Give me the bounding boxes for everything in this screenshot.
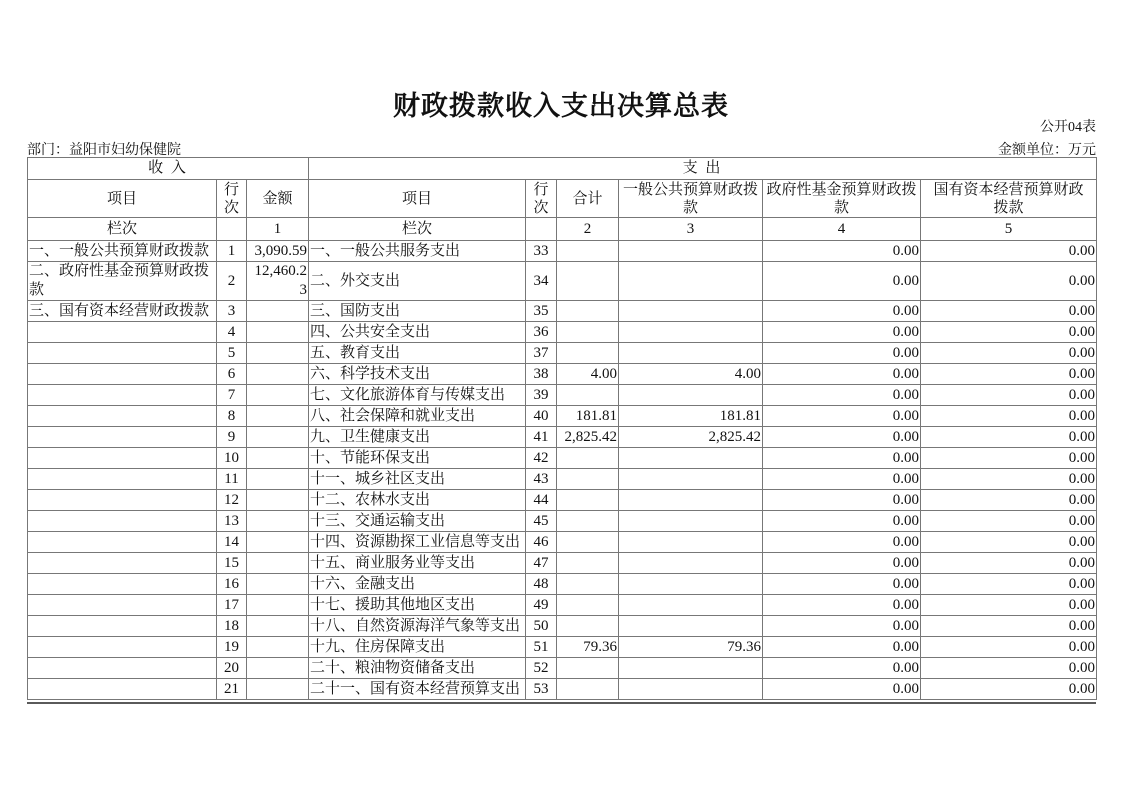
gov-fund-cell: 0.00	[763, 406, 921, 427]
table-body	[28, 241, 1097, 700]
state-capital-cell: 0.00	[921, 511, 1097, 532]
income-line-no-cell: 16	[217, 574, 247, 595]
gov-fund-cell: 0.00	[763, 385, 921, 406]
expense-line-no-cell: 33	[526, 241, 557, 262]
column-header-row	[28, 180, 1097, 218]
expense-lanci-blank	[526, 218, 557, 241]
income-amount-cell	[247, 553, 309, 574]
table-row	[28, 448, 1097, 469]
expense-line-no-cell: 40	[526, 406, 557, 427]
general-budget-cell	[619, 469, 763, 490]
income-amount-cell	[247, 595, 309, 616]
general-budget-cell	[619, 301, 763, 322]
general-budget-cell	[619, 595, 763, 616]
state-capital-cell: 0.00	[921, 241, 1097, 262]
total-cell	[557, 385, 619, 406]
gov-fund-cell: 0.00	[763, 658, 921, 679]
expense-line-no-cell: 42	[526, 448, 557, 469]
total-cell	[557, 322, 619, 343]
income-item-cell	[28, 679, 217, 700]
expense-line-no-cell: 34	[526, 262, 557, 301]
income-item-cell	[28, 469, 217, 490]
gov-fund-cell: 0.00	[763, 364, 921, 385]
state-capital-cell: 0.00	[921, 406, 1097, 427]
state-capital-cell: 0.00	[921, 553, 1097, 574]
income-line-no-cell: 12	[217, 490, 247, 511]
gov-fund-cell: 0.00	[763, 322, 921, 343]
general-index: 3	[619, 218, 763, 241]
expense-item-cell: 十六、金融支出	[309, 574, 526, 595]
income-amount-cell	[247, 658, 309, 679]
income-item-cell	[28, 490, 217, 511]
state-capital-cell: 0.00	[921, 637, 1097, 658]
table-code-label: 公开04表	[1040, 120, 1096, 135]
table-row	[28, 241, 1097, 262]
income-item-cell	[28, 385, 217, 406]
expense-line-no-cell: 35	[526, 301, 557, 322]
income-line-no-cell: 21	[217, 679, 247, 700]
gov-fund-cell: 0.00	[763, 301, 921, 322]
income-item-cell	[28, 637, 217, 658]
income-item-cell	[28, 595, 217, 616]
income-amount-cell	[247, 469, 309, 490]
table-row	[28, 616, 1097, 637]
expense-line-no-cell: 49	[526, 595, 557, 616]
income-line-no-cell: 18	[217, 616, 247, 637]
income-amount-cell	[247, 427, 309, 448]
income-lanci-label: 栏次	[28, 218, 217, 241]
income-item-cell	[28, 364, 217, 385]
total-cell	[557, 301, 619, 322]
gov-fund-cell: 0.00	[763, 511, 921, 532]
capital-index: 5	[921, 218, 1097, 241]
income-item-cell	[28, 322, 217, 343]
income-line-no-cell: 3	[217, 301, 247, 322]
table-row	[28, 574, 1097, 595]
expense-item-cell: 十一、城乡社区支出	[309, 469, 526, 490]
expense-line-no-cell: 39	[526, 385, 557, 406]
income-line-no-cell: 14	[217, 532, 247, 553]
expense-item-cell: 十三、交通运输支出	[309, 511, 526, 532]
income-line-no-cell: 6	[217, 364, 247, 385]
expense-item-cell: 十二、农林水支出	[309, 490, 526, 511]
state-capital-cell: 0.00	[921, 427, 1097, 448]
income-item-cell	[28, 427, 217, 448]
general-budget-cell: 79.36	[619, 637, 763, 658]
income-item-cell: 一、一般公共预算财政拨款	[28, 241, 217, 262]
expense-item-cell: 七、文化旅游体育与传媒支出	[309, 385, 526, 406]
expense-item-header: 项目	[309, 180, 526, 218]
income-line-no-cell: 19	[217, 637, 247, 658]
income-lanci-blank	[217, 218, 247, 241]
income-amount-cell: 3,090.59	[247, 241, 309, 262]
gov-fund-cell: 0.00	[763, 427, 921, 448]
expense-line-no-cell: 50	[526, 616, 557, 637]
income-item-cell	[28, 406, 217, 427]
income-line-no-cell: 7	[217, 385, 247, 406]
income-amount-cell	[247, 616, 309, 637]
table-row	[28, 490, 1097, 511]
general-budget-cell	[619, 679, 763, 700]
section-header-row	[28, 158, 1097, 180]
income-amount-cell	[247, 637, 309, 658]
income-item-cell	[28, 511, 217, 532]
general-budget-cell	[619, 322, 763, 343]
gov-fund-cell: 0.00	[763, 448, 921, 469]
gov-fund-cell: 0.00	[763, 532, 921, 553]
general-budget-cell	[619, 343, 763, 364]
gov-fund-cell: 0.00	[763, 637, 921, 658]
expense-line-no-cell: 43	[526, 469, 557, 490]
income-amount-cell	[247, 490, 309, 511]
state-capital-cell: 0.00	[921, 616, 1097, 637]
state-capital-cell: 0.00	[921, 469, 1097, 490]
amount-unit-label: 金额单位：万元	[998, 143, 1096, 158]
expense-item-cell: 八、社会保障和就业支出	[309, 406, 526, 427]
expense-line-no-cell: 47	[526, 553, 557, 574]
table-row	[28, 385, 1097, 406]
table-row	[28, 511, 1097, 532]
income-item-cell	[28, 343, 217, 364]
gov-fund-cell: 0.00	[763, 679, 921, 700]
state-capital-cell: 0.00	[921, 490, 1097, 511]
total-cell	[557, 343, 619, 364]
table-row	[28, 637, 1097, 658]
income-line-no-cell: 17	[217, 595, 247, 616]
state-capital-cell: 0.00	[921, 322, 1097, 343]
expense-line-no-cell: 41	[526, 427, 557, 448]
state-capital-cell: 0.00	[921, 595, 1097, 616]
general-budget-cell: 181.81	[619, 406, 763, 427]
total-cell	[557, 262, 619, 301]
expense-item-cell: 二十一、国有资本经营预算支出	[309, 679, 526, 700]
table-row	[28, 406, 1097, 427]
table-row	[28, 679, 1097, 700]
gov-fund-cell: 0.00	[763, 490, 921, 511]
budget-table-wrapper	[27, 157, 1096, 704]
gov-fund-cell: 0.00	[763, 262, 921, 301]
total-cell	[557, 679, 619, 700]
general-budget-cell	[619, 511, 763, 532]
income-amount-cell	[247, 343, 309, 364]
expense-section-header: 支 出	[309, 158, 1097, 180]
state-capital-header: 国有资本经营预算财政拨款	[921, 180, 1097, 218]
total-cell	[557, 448, 619, 469]
income-item-cell	[28, 532, 217, 553]
income-line-no-cell: 10	[217, 448, 247, 469]
income-line-no-cell: 15	[217, 553, 247, 574]
gov-fund-cell: 0.00	[763, 595, 921, 616]
table-row	[28, 595, 1097, 616]
expense-line-no-cell: 44	[526, 490, 557, 511]
income-line-no-cell: 1	[217, 241, 247, 262]
fiscal-summary-table	[27, 157, 1097, 700]
expense-item-cell: 四、公共安全支出	[309, 322, 526, 343]
total-cell	[557, 616, 619, 637]
total-cell: 181.81	[557, 406, 619, 427]
expense-item-cell: 十八、自然资源海洋气象等支出	[309, 616, 526, 637]
general-budget-cell	[619, 448, 763, 469]
table-row	[28, 469, 1097, 490]
income-amount-cell	[247, 385, 309, 406]
expense-item-cell: 十五、商业服务业等支出	[309, 553, 526, 574]
table-row	[28, 364, 1097, 385]
income-item-cell: 二、政府性基金预算财政拨款	[28, 262, 217, 301]
income-line-no-cell: 2	[217, 262, 247, 301]
expense-line-no-cell: 48	[526, 574, 557, 595]
expense-item-cell: 十七、援助其他地区支出	[309, 595, 526, 616]
general-budget-cell	[619, 553, 763, 574]
table-row	[28, 658, 1097, 679]
gov-fund-cell: 0.00	[763, 553, 921, 574]
total-index: 2	[557, 218, 619, 241]
income-line-no-cell: 20	[217, 658, 247, 679]
total-cell	[557, 574, 619, 595]
total-cell	[557, 469, 619, 490]
total-cell: 79.36	[557, 637, 619, 658]
expense-item-cell: 五、教育支出	[309, 343, 526, 364]
table-row	[28, 553, 1097, 574]
income-line-no-cell: 11	[217, 469, 247, 490]
income-item-cell	[28, 448, 217, 469]
income-line-no-cell: 9	[217, 427, 247, 448]
income-amount-cell	[247, 406, 309, 427]
income-amount-cell	[247, 532, 309, 553]
income-item-header: 项目	[28, 180, 217, 218]
general-budget-cell	[619, 532, 763, 553]
general-budget-header: 一般公共预算财政拨款	[619, 180, 763, 218]
expense-lanci-label: 栏次	[309, 218, 526, 241]
expense-line-no-cell: 38	[526, 364, 557, 385]
expense-line-no-cell: 36	[526, 322, 557, 343]
total-cell	[557, 595, 619, 616]
page-title: 财政拨款收入支出决算总表	[393, 91, 729, 121]
expense-line-no-cell: 37	[526, 343, 557, 364]
expense-item-cell: 十四、资源勘探工业信息等支出	[309, 532, 526, 553]
gov-fund-header: 政府性基金预算财政拨款	[763, 180, 921, 218]
state-capital-cell: 0.00	[921, 679, 1097, 700]
gov-fund-cell: 0.00	[763, 574, 921, 595]
income-line-no-header: 行次	[217, 180, 247, 218]
income-amount-cell	[247, 364, 309, 385]
gov-fund-cell: 0.00	[763, 343, 921, 364]
general-budget-cell	[619, 385, 763, 406]
total-cell	[557, 553, 619, 574]
income-section-header: 收 入	[28, 158, 309, 180]
gov-fund-cell: 0.00	[763, 616, 921, 637]
state-capital-cell: 0.00	[921, 574, 1097, 595]
expense-item-cell: 十九、住房保障支出	[309, 637, 526, 658]
state-capital-cell: 0.00	[921, 448, 1097, 469]
total-cell: 2,825.42	[557, 427, 619, 448]
income-item-cell	[28, 616, 217, 637]
state-capital-cell: 0.00	[921, 364, 1097, 385]
general-budget-cell	[619, 616, 763, 637]
department-label: 部门：益阳市妇幼保健院	[27, 143, 181, 158]
general-budget-cell: 2,825.42	[619, 427, 763, 448]
expense-item-cell: 六、科学技术支出	[309, 364, 526, 385]
income-amount-cell	[247, 448, 309, 469]
total-cell	[557, 532, 619, 553]
general-budget-cell	[619, 490, 763, 511]
state-capital-cell: 0.00	[921, 262, 1097, 301]
income-item-cell	[28, 658, 217, 679]
income-amount-cell	[247, 511, 309, 532]
expense-line-no-header: 行次	[526, 180, 557, 218]
income-line-no-cell: 4	[217, 322, 247, 343]
expense-line-no-cell: 46	[526, 532, 557, 553]
income-amount-header: 金额	[247, 180, 309, 218]
expense-line-no-cell: 52	[526, 658, 557, 679]
total-header: 合计	[557, 180, 619, 218]
general-budget-cell	[619, 574, 763, 595]
general-budget-cell	[619, 241, 763, 262]
expense-line-no-cell: 45	[526, 511, 557, 532]
table-row	[28, 262, 1097, 301]
income-amount-cell	[247, 679, 309, 700]
income-line-no-cell: 13	[217, 511, 247, 532]
table-row	[28, 532, 1097, 553]
income-amount-cell	[247, 301, 309, 322]
general-budget-cell: 4.00	[619, 364, 763, 385]
total-cell	[557, 241, 619, 262]
gov-fund-cell: 0.00	[763, 469, 921, 490]
column-index-row	[28, 218, 1097, 241]
state-capital-cell: 0.00	[921, 532, 1097, 553]
income-amount-cell	[247, 322, 309, 343]
income-item-cell	[28, 553, 217, 574]
table-row	[28, 427, 1097, 448]
table-row	[28, 343, 1097, 364]
expense-line-no-cell: 53	[526, 679, 557, 700]
table-row	[28, 322, 1097, 343]
income-line-no-cell: 8	[217, 406, 247, 427]
income-amount-cell	[247, 574, 309, 595]
total-cell	[557, 490, 619, 511]
income-amount-index: 1	[247, 218, 309, 241]
state-capital-cell: 0.00	[921, 385, 1097, 406]
expense-item-cell: 二十、粮油物资储备支出	[309, 658, 526, 679]
income-line-no-cell: 5	[217, 343, 247, 364]
fund-index: 4	[763, 218, 921, 241]
expense-item-cell: 九、卫生健康支出	[309, 427, 526, 448]
total-cell	[557, 511, 619, 532]
income-item-cell: 三、国有资本经营财政拨款	[28, 301, 217, 322]
income-amount-cell: 12,460.23	[247, 262, 309, 301]
general-budget-cell	[619, 262, 763, 301]
state-capital-cell: 0.00	[921, 658, 1097, 679]
gov-fund-cell: 0.00	[763, 241, 921, 262]
general-budget-cell	[619, 658, 763, 679]
table-row	[28, 301, 1097, 322]
expense-item-cell: 一、一般公共服务支出	[309, 241, 526, 262]
state-capital-cell: 0.00	[921, 343, 1097, 364]
expense-item-cell: 三、国防支出	[309, 301, 526, 322]
expense-item-cell: 二、外交支出	[309, 262, 526, 301]
total-cell	[557, 658, 619, 679]
income-item-cell	[28, 574, 217, 595]
expense-item-cell: 十、节能环保支出	[309, 448, 526, 469]
state-capital-cell: 0.00	[921, 301, 1097, 322]
total-cell: 4.00	[557, 364, 619, 385]
expense-line-no-cell: 51	[526, 637, 557, 658]
